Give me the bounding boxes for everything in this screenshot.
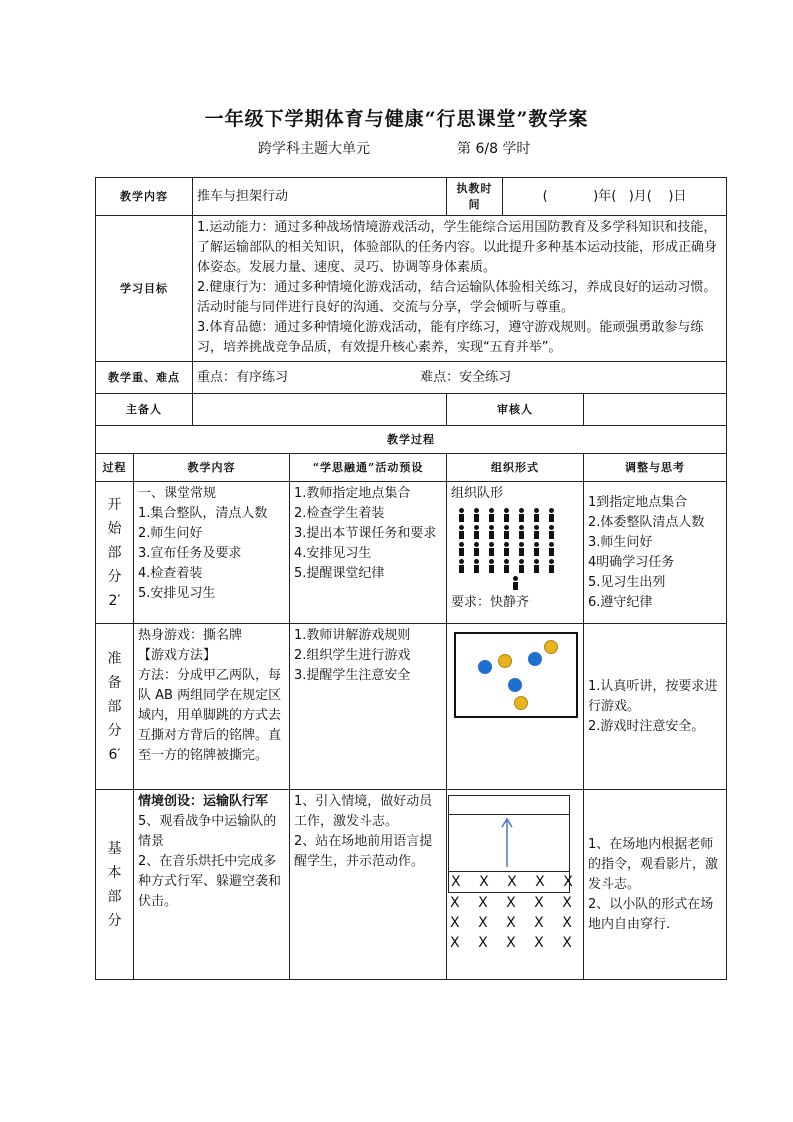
start-reflection: 1到指定地点集合 2.体委整队清点人数 3.师生问好 4明确学习任务 5.见习生出列 6.遵守纪律 bbox=[584, 482, 727, 624]
formation-title: 组织队形 bbox=[451, 486, 504, 501]
preparer-value bbox=[193, 394, 447, 426]
difficulty: 难点：安全练习 bbox=[420, 369, 512, 385]
basic-activity: 1、引入情境，做好动员工作，激发斗志。 2、站在场地前用语言提醒学生，并示范动作。 bbox=[290, 790, 447, 980]
header-reflection: 调整与思考 bbox=[584, 454, 727, 482]
blue-player-icon bbox=[478, 660, 492, 674]
yellow-player-icon bbox=[514, 696, 528, 710]
goal-3: 3.体育品德：通过多种情境化游戏活动，能有序练习，遵守游戏规则。能顽强勇敢参与练习，培养挑战竞争品质，有效提升核心素养，实现“五育并举”。 bbox=[197, 320, 704, 355]
basic-reflection: 1、在场地内根据老师的指令，观看影片，激发斗志。 2、以小队的形式在场地内自由穿行. bbox=[584, 790, 727, 980]
reviewer-label: 审核人 bbox=[447, 394, 584, 426]
lesson-plan-table bbox=[95, 177, 727, 980]
preparer-label: 主备人 bbox=[96, 394, 193, 426]
prep-reflection: 1.认真听讲，按要求进行游戏。 2.游戏时注意安全。 bbox=[584, 624, 727, 790]
key-label: 教学重、难点 bbox=[96, 362, 193, 394]
goals-label: 学习目标 bbox=[96, 216, 193, 362]
date-label: 执教时间 bbox=[447, 178, 503, 216]
process-title: 教学过程 bbox=[96, 426, 727, 454]
game-field-diagram bbox=[454, 632, 578, 718]
forward-arrow-icon bbox=[449, 815, 569, 871]
section-prep: 准 备 部 分 6′ bbox=[96, 624, 134, 790]
blue-player-icon bbox=[528, 652, 542, 666]
student-row: X X X X X bbox=[449, 871, 569, 892]
section-basic: 基 本 部 分 bbox=[96, 790, 134, 980]
header-content: 教学内容 bbox=[134, 454, 290, 482]
lesson-number: 第 6/8 学时 bbox=[457, 141, 531, 157]
student-formation-icon bbox=[451, 508, 579, 590]
yellow-player-icon bbox=[498, 654, 512, 668]
key-cell bbox=[193, 362, 727, 394]
blue-player-icon bbox=[508, 678, 522, 692]
goal-1: 1.运动能力：通过多种战场情境游戏活动，学生能综合运用国防教育及多学科知识和技能，了解运输部队的相关知识，体验部队的任务内容。以此提升多种基本运动技能，形成正确身体姿态。发展力量、速度、灵巧、协调等身体素质。 bbox=[197, 220, 718, 275]
start-content: 一、课堂常规 1.集合整队，清点人数 2.师生问好 3.宣布任务及要求 4.检查着装 5.安排见习生 bbox=[134, 482, 290, 624]
basic-content: 情境创设：运输队行军 5、观看战争中运输队的情景 2、在音乐烘托中完成多种方式行军、躲避空袭和伏击。 bbox=[134, 790, 290, 980]
prep-content: 热身游戏：撕名牌 【游戏方法】 方法：分成甲乙两队，每队 AB 两组同学在规定区域内，用单脚跳的方式去互撕对方背后的铭牌。直至一方的铭牌被撕完。 bbox=[134, 624, 290, 790]
goal-2: 2.健康行为：通过多种情境化游戏活动，结合运输队体验相关练习，养成良好的运动习惯。活动时能与同伴进行良好的沟通、交流与分享，学会倾听与尊重。 bbox=[197, 280, 717, 315]
header-activity: “学思融通”活动预设 bbox=[290, 454, 447, 482]
date-value: ( )年( )月( )日 bbox=[503, 178, 727, 216]
start-activity: 1.教师指定地点集合 2.检查学生着装 3.提出本节课任务和要求 4.安排见习生 5.提醒课堂纪律 bbox=[290, 482, 447, 624]
section-start: 开 始 部 分 2′ bbox=[96, 482, 134, 624]
header-organization: 组织形式 bbox=[447, 454, 584, 482]
prep-organization bbox=[447, 624, 584, 790]
reviewer-value bbox=[584, 394, 727, 426]
content-label: 教学内容 bbox=[96, 178, 193, 216]
teacher-icon bbox=[511, 576, 520, 590]
student-row: X X X X X bbox=[450, 915, 579, 931]
basic-organization bbox=[447, 790, 584, 980]
student-row: X X X X X bbox=[450, 895, 579, 911]
march-field-diagram bbox=[448, 795, 580, 893]
header-stage: 过程 bbox=[96, 454, 134, 482]
prep-activity: 1.教师讲解游戏规则 2.组织学生进行游戏 3.提醒学生注意安全 bbox=[290, 624, 447, 790]
formation-requirement: 要求：快静齐 bbox=[451, 595, 530, 610]
unit-subtitle: 跨学科主题大单元 bbox=[258, 141, 370, 157]
start-organization bbox=[447, 482, 584, 624]
student-row: X X X X X bbox=[450, 935, 579, 951]
content-value: 推车与担架行动 bbox=[193, 178, 447, 216]
yellow-player-icon bbox=[544, 640, 558, 654]
page-title: 一年级下学期体育与健康“行思课堂”教学案 bbox=[204, 108, 589, 130]
key-point: 重点：有序练习 bbox=[197, 369, 289, 385]
goals-text bbox=[193, 216, 727, 362]
